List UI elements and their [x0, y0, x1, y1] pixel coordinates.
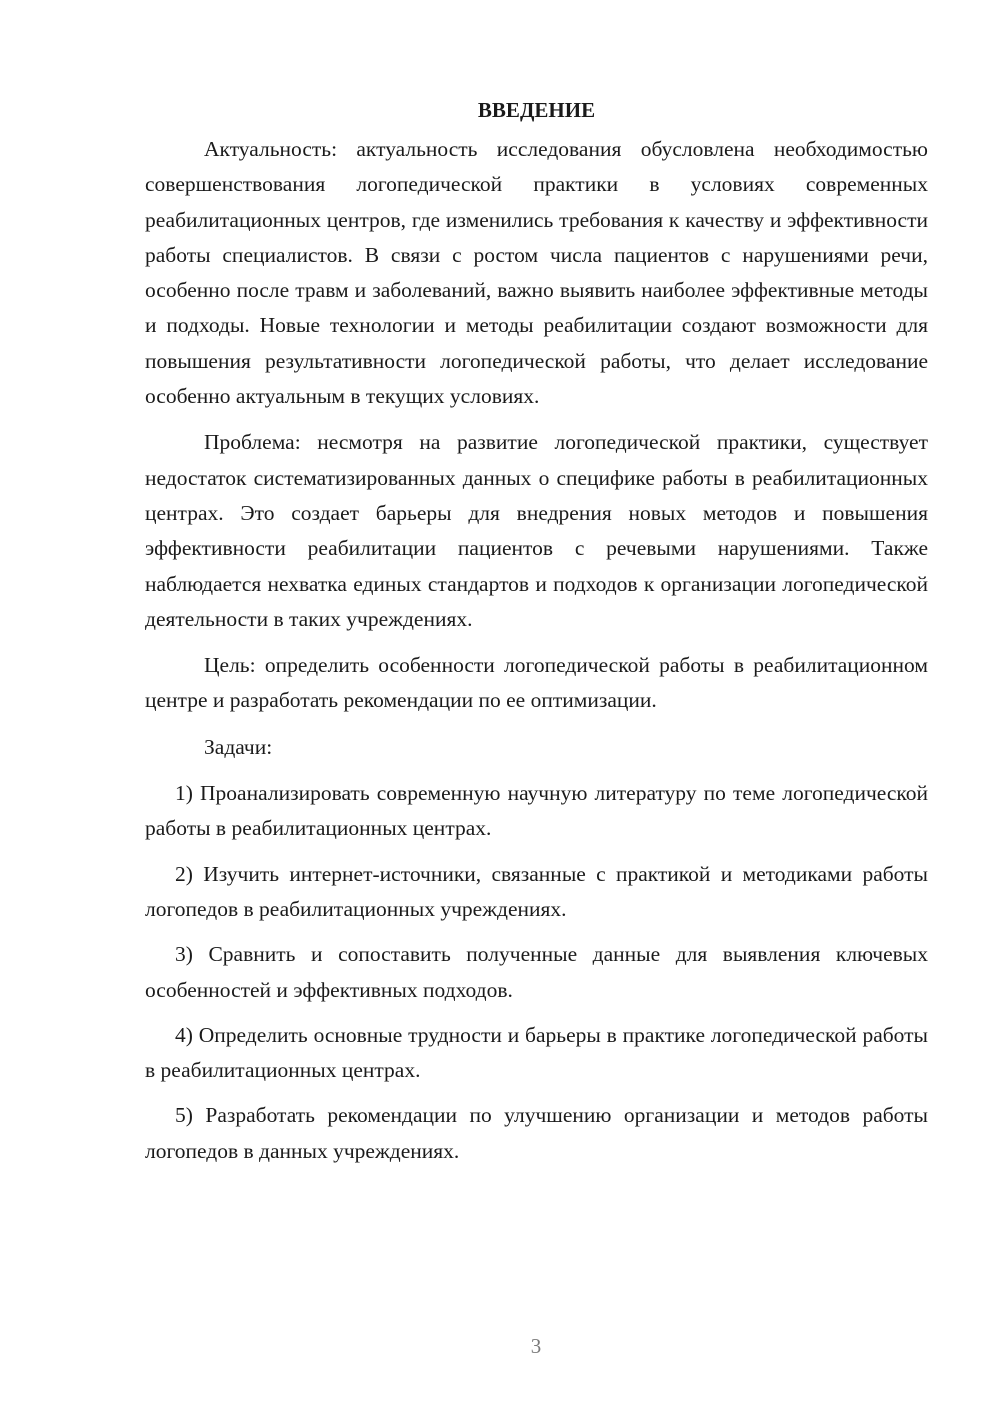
tasks-heading: Задачи:	[204, 734, 273, 759]
task-item-2: 2) Изучить интернет-источники, связанные с практикой и методиками работы логопедов в реабилитационных учреждениях.	[145, 861, 928, 921]
task-item-4: 4) Определить основные трудности и барьеры в практике логопедической работы в реабилитационных центрах.	[145, 1022, 928, 1083]
goal-paragraph: Цель: определить особенности логопедической работы в реабилитационном центре и разработать рекомендации по ее оптимизации.	[145, 653, 928, 713]
task-item-3: 3) Сравнить и сопоставить полученные данные для выявления ключевых особенностей и эффективных подходов.	[145, 942, 928, 1002]
page-number: 3	[530, 1334, 542, 1358]
task-item-1: 1) Проанализировать современную научную литературу по теме логопедической работы в реабилитационных центрах.	[145, 781, 928, 841]
relevance-paragraph: Актуальность: актуальность исследования обусловлена необходимостью совершенствования логопедической практики в условиях современных реабилитационных центров, где изменились требования к качеству и эффективности работы специалистов. В связи с ростом числа пациентов с нарушениями речи, особенно после травм и заболеваний, важно выявить наиболее эффективные методы и подходы. Новые технологии и методы реабилитации создают возможности для повышения результативности логопедической работы, что делает исследование особенно актуальным в текущих условиях.	[145, 137, 928, 409]
tasks-list	[145, 776, 928, 1169]
document-body	[145, 93, 928, 1179]
page-title: ВВЕДЕНИЕ	[477, 98, 596, 122]
problem-paragraph: Проблема: несмотря на развитие логопедической практики, существует недостаток систематизированных данных о специфике работы в реабилитационных центрах. Это создает барьеры для внедрения новых методов и повышения эффективности реабилитации пациентов с речевыми нарушениями. Также наблюдается нехватка единых стандартов и подходов к организации логопедической деятельности в таких учреждениях.	[145, 430, 928, 631]
task-item-5: 5) Разработать рекомендации по улучшению организации и методов работы логопедов в данных учреждениях.	[145, 1103, 928, 1163]
